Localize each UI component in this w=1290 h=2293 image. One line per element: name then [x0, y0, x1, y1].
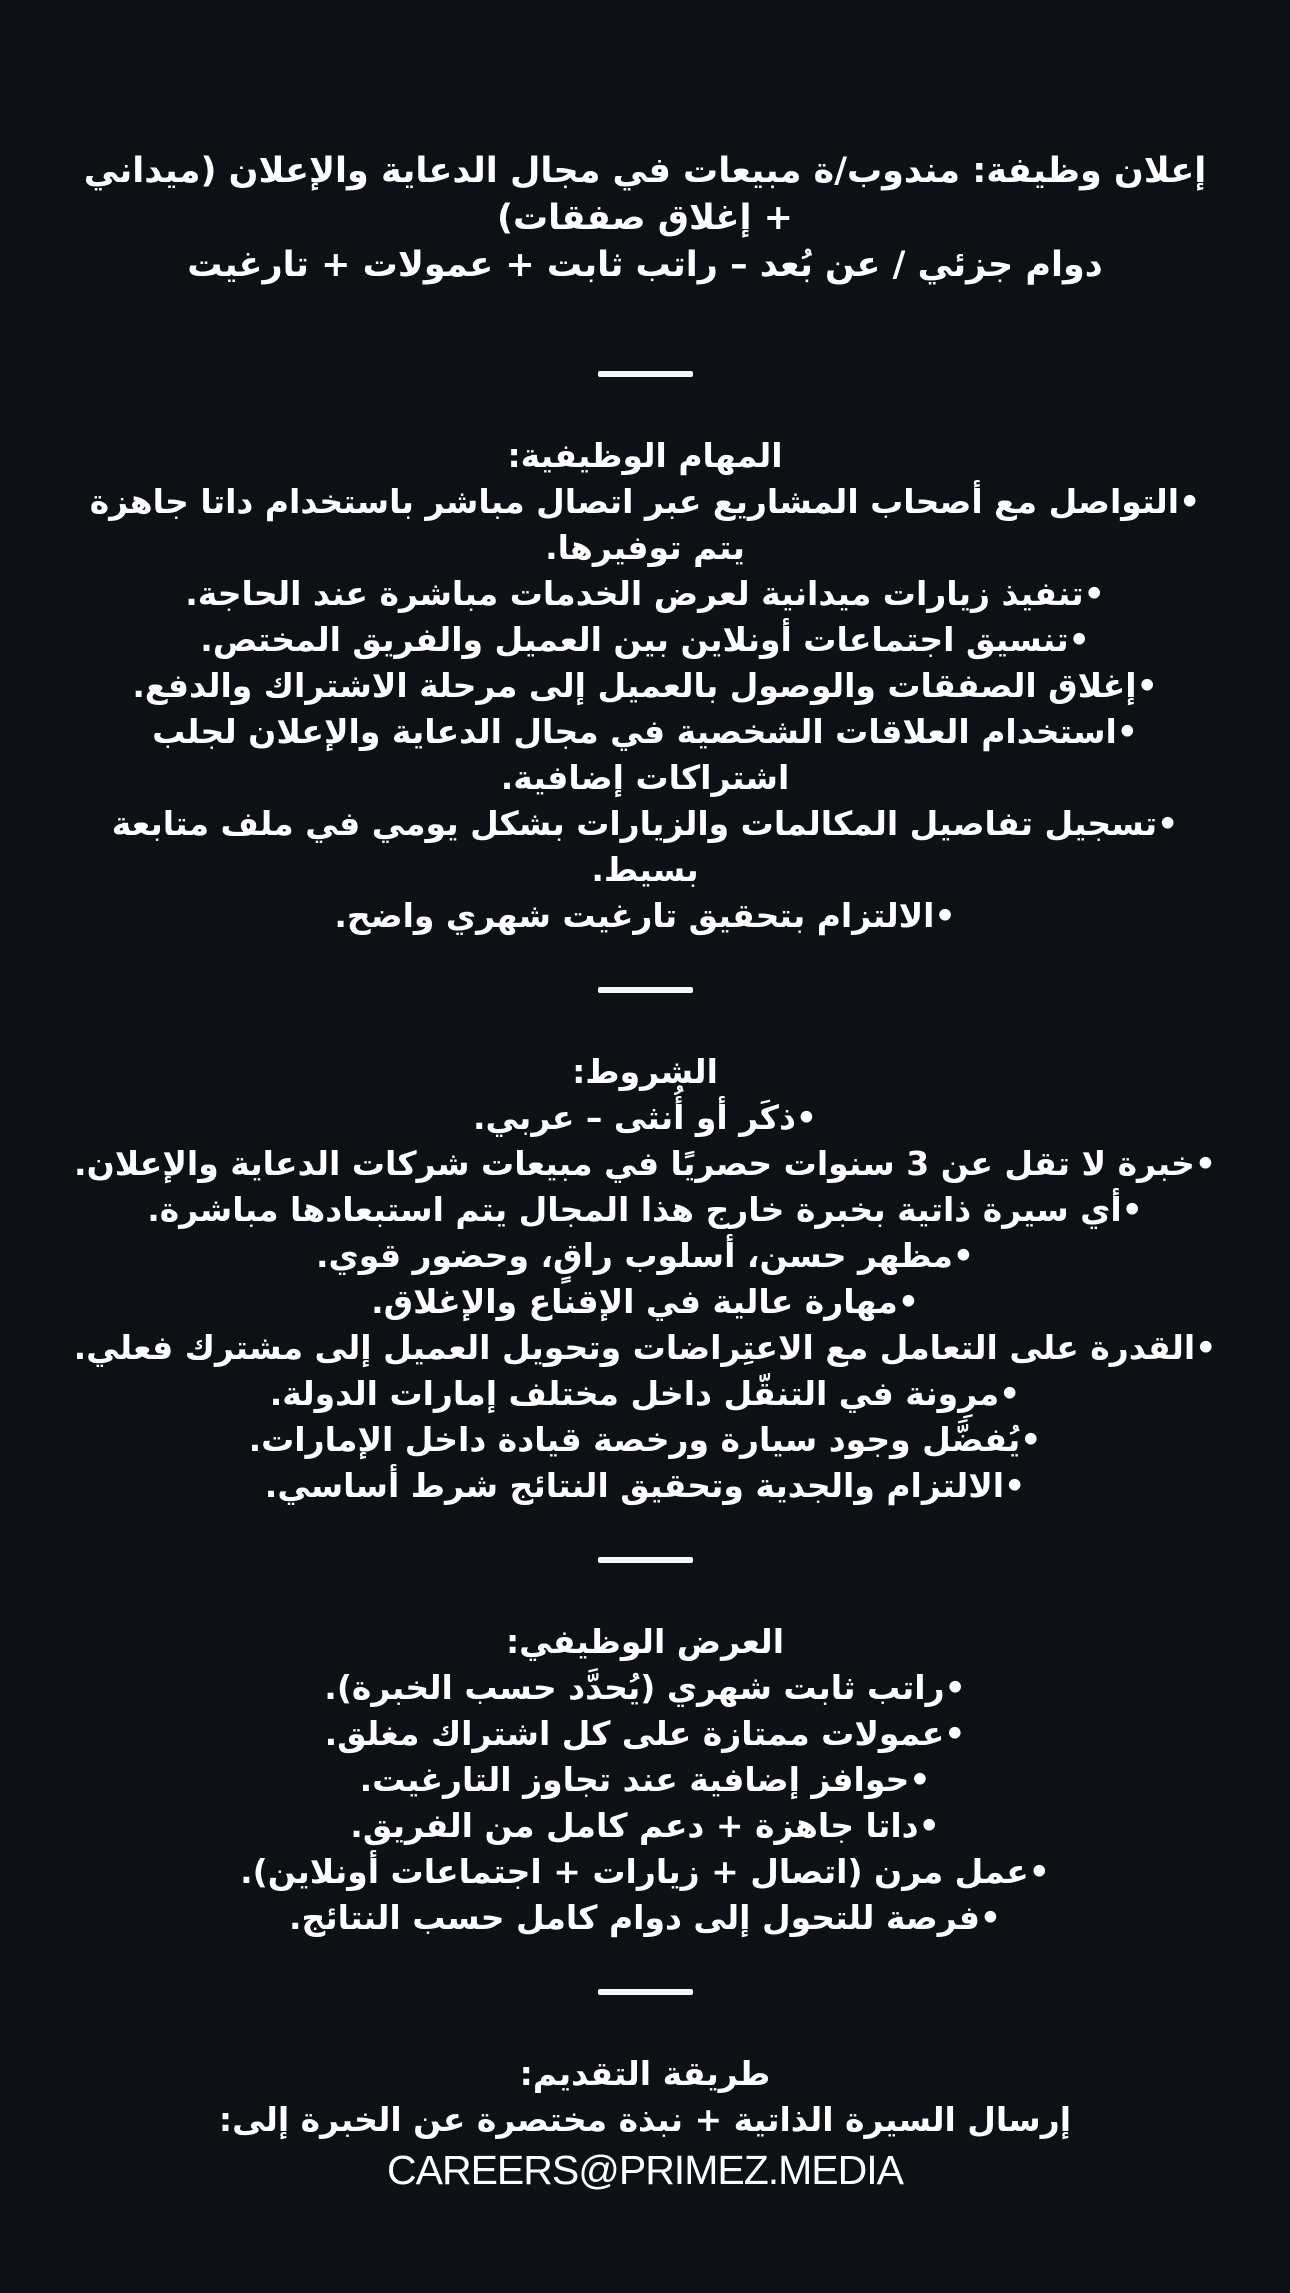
task-item: •التواصل مع أصحاب المشاريع عبر اتصال مباشر باستخدام داتا جاهزة يتم توفيرها. — [89, 482, 1201, 567]
section-heading-apply: طريقة التقديم: — [519, 2054, 771, 2093]
section-heading-requirements: الشروط: — [572, 1052, 718, 1091]
requirement-item: •مهارة عالية في الإقناع والإغلاق. — [371, 1282, 919, 1321]
section-apply — [70, 2051, 1220, 2195]
requirement-item: •القدرة على التعامل مع الاعتِراضات وتحويل العميل إلى مشترك فعلي. — [73, 1328, 1217, 1367]
section-heading-offer: العرض الوظيفي: — [505, 1622, 785, 1661]
job-title-block — [70, 148, 1220, 289]
apply-instruction: إرسال السيرة الذاتية + نبذة مختصرة عن الخبرة إلى: — [218, 2100, 1072, 2139]
requirement-item: •يُفضَّل وجود سيارة ورخصة قيادة داخل الإمارات. — [248, 1420, 1042, 1459]
offer-item: •داتا جاهزة + دعم كامل من الفريق. — [350, 1806, 940, 1845]
requirement-item: •مظهر حسن، أسلوب راقٍ، وحضور قوي. — [315, 1236, 975, 1275]
section-divider — [598, 987, 693, 993]
application-email: CAREERS@PRIMEZ.MEDIA — [387, 2147, 903, 2193]
section-divider — [598, 1989, 693, 1995]
section-divider — [598, 371, 693, 377]
job-title: إعلان وظيفة: مندوب/ة مبيعات في مجال الدعاية والإعلان (ميداني + إغلاق صفقات) — [83, 151, 1207, 238]
section-offer — [70, 1619, 1220, 1941]
section-divider — [598, 1557, 693, 1563]
offer-item: •عمل مرن (اتصال + زيارات + اجتماعات أونلاين). — [240, 1852, 1050, 1891]
offer-item: •عمولات ممتازة على كل اشتراك مغلق. — [324, 1714, 966, 1753]
task-item: •تنسيق اجتماعات أونلاين بين العميل والفريق المختص. — [200, 620, 1090, 659]
task-item: •تنفيذ زيارات ميدانية لعرض الخدمات مباشرة عند الحاجة. — [185, 574, 1105, 613]
requirement-item: •الالتزام والجدية وتحقيق النتائج شرط أساسي. — [264, 1466, 1026, 1505]
task-item: •الالتزام بتحقيق تارغيت شهري واضح. — [334, 896, 956, 935]
requirement-item: •خبرة لا تقل عن 3 سنوات حصريًا في مبيعات شركات الدعاية والإعلان. — [74, 1144, 1216, 1183]
requirement-item: •مرِونة في التنقّل داخل مختلف إمارات الدولة. — [269, 1374, 1021, 1413]
requirement-item: •ذكَر أو أُنثى – عربي. — [473, 1098, 817, 1137]
task-item: •تسجيل تفاصيل المكالمات والزيارات بشكل يومي في ملف متابعة بسيط. — [111, 804, 1179, 889]
offer-item: •فرصة للتحول إلى دوام كامل حسب النتائج. — [288, 1898, 1002, 1937]
job-terms-subtitle: دوام جزئي / عن بُعد – راتب ثابت + عمولات + تارغيت — [187, 245, 1103, 285]
section-tasks — [70, 433, 1220, 939]
requirement-item: •أي سيرة ذاتية بخبرة خارج هذا المجال يتم استبعادها مباشرة. — [147, 1190, 1143, 1229]
task-item: •استخدام العلاقات الشخصية في مجال الدعاية والإعلان لجلب اشتراكات إضافية. — [152, 712, 1138, 797]
offer-item: •راتب ثابت شهري (يُحدَّد حسب الخبرة). — [324, 1668, 966, 1707]
section-heading-tasks: المهام الوظيفية: — [507, 436, 783, 475]
section-requirements — [70, 1049, 1220, 1509]
offer-item: •حوافز إضافية عند تجاوز التارغيت. — [359, 1760, 931, 1799]
task-item: •إغلاق الصفقات والوصول بالعميل إلى مرحلة الاشتراك والدفع. — [132, 666, 1158, 705]
